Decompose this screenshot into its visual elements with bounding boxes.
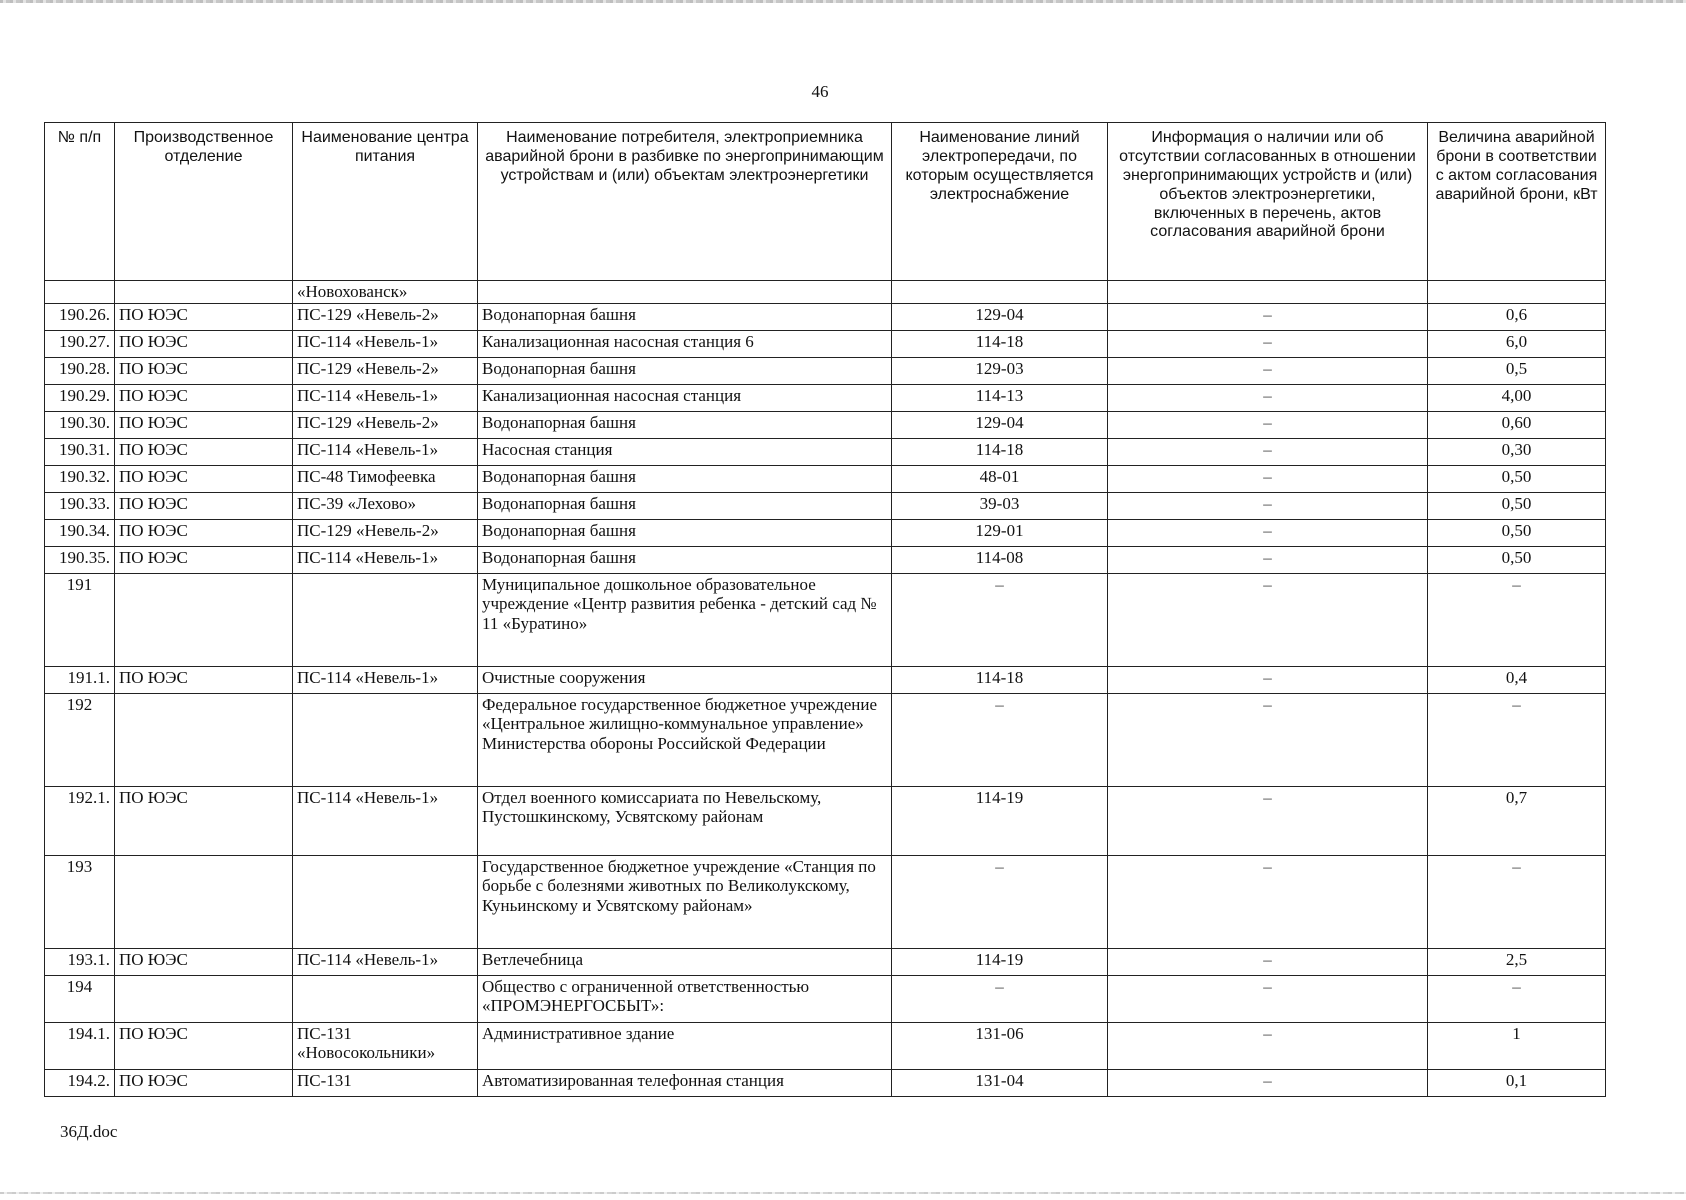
cell-power-line: 114-08	[892, 546, 1108, 573]
cell-consumer: Общество с ограниченной ответственностью «ПРОМЭНЕРГОСБЫТ»:	[478, 975, 892, 1022]
cell-power-line: 114-19	[892, 948, 1108, 975]
cell-consumer: Водонапорная башня	[478, 411, 892, 438]
cell-department: ПО ЮЭС	[115, 303, 293, 330]
table-row	[45, 546, 1606, 573]
cell-consumer: Административное здание	[478, 1022, 892, 1069]
cell-agreement-info: –	[1108, 357, 1428, 384]
cell-department: ПО ЮЭС	[115, 1069, 293, 1096]
cell-agreement-info: –	[1108, 666, 1428, 693]
cell-consumer: Ветлечебница	[478, 948, 892, 975]
cell-reserve-value: –	[1428, 573, 1606, 666]
cell-department: ПО ЮЭС	[115, 519, 293, 546]
cell-department: ПО ЮЭС	[115, 1022, 293, 1069]
cell-department: ПО ЮЭС	[115, 438, 293, 465]
cell-num: 191.1.	[45, 666, 115, 693]
cell-consumer: Водонапорная башня	[478, 546, 892, 573]
table-row	[45, 303, 1606, 330]
cell-power-center: ПС-114 «Невель-1»	[293, 666, 478, 693]
cell-consumer: Федеральное государственное бюджетное учреждение «Центральное жилищно-коммунальное управление» Министерства обороны Российской Федерации	[478, 693, 892, 786]
cell-consumer	[478, 281, 892, 304]
cell-power-line: –	[892, 573, 1108, 666]
cell-agreement-info: –	[1108, 1022, 1428, 1069]
header-agreement-info: Информация о наличии или об отсутствии согласованных в отношении энергопринимающих устройств и (или) объектов электроэнергетики, включенных в перечень, актов согласования аварийной брони	[1108, 123, 1428, 281]
table-row	[45, 1069, 1606, 1096]
cell-power-center	[293, 573, 478, 666]
cell-reserve-value: –	[1428, 693, 1606, 786]
table-row	[45, 975, 1606, 1022]
footer-file-name: 36Д.doc	[60, 1122, 118, 1141]
cell-power-center: ПС-129 «Невель-2»	[293, 303, 478, 330]
cell-num: 193.1.	[45, 948, 115, 975]
cell-power-center: «Новохованск»	[293, 281, 478, 304]
cell-num	[45, 281, 115, 304]
cell-agreement-info: –	[1108, 546, 1428, 573]
cell-power-center: ПС-48 Тимофеевка	[293, 465, 478, 492]
table-row	[45, 948, 1606, 975]
cell-power-center: ПС-129 «Невель-2»	[293, 357, 478, 384]
cell-department	[115, 573, 293, 666]
cell-reserve-value	[1428, 281, 1606, 304]
cell-agreement-info: –	[1108, 975, 1428, 1022]
cell-reserve-value: 0,60	[1428, 411, 1606, 438]
cell-reserve-value: 0,6	[1428, 303, 1606, 330]
cell-power-line: 48-01	[892, 465, 1108, 492]
cell-num: 190.30.	[45, 411, 115, 438]
cell-agreement-info: –	[1108, 303, 1428, 330]
cell-reserve-value: 0,1	[1428, 1069, 1606, 1096]
cell-reserve-value: 0,50	[1428, 519, 1606, 546]
cell-num: 190.27.	[45, 330, 115, 357]
scan-edge-top	[0, 0, 1686, 3]
cell-power-line: 114-18	[892, 438, 1108, 465]
cell-consumer: Государственное бюджетное учреждение «Станция по борьбе с болезнями животных по Великолукскому, Куньинскому и Усвятскому районам»	[478, 855, 892, 948]
cell-agreement-info: –	[1108, 519, 1428, 546]
cell-agreement-info: –	[1108, 492, 1428, 519]
cell-department: ПО ЮЭС	[115, 948, 293, 975]
cell-agreement-info: –	[1108, 384, 1428, 411]
cell-reserve-value: 0,50	[1428, 492, 1606, 519]
cell-power-line: 131-04	[892, 1069, 1108, 1096]
cell-department: ПО ЮЭС	[115, 492, 293, 519]
cell-department: ПО ЮЭС	[115, 330, 293, 357]
table-row	[45, 330, 1606, 357]
cell-consumer: Водонапорная башня	[478, 519, 892, 546]
cell-reserve-value: –	[1428, 855, 1606, 948]
cell-power-line: –	[892, 975, 1108, 1022]
cell-power-line: 129-03	[892, 357, 1108, 384]
cell-num: 190.26.	[45, 303, 115, 330]
table-row	[45, 786, 1606, 855]
cell-reserve-value: 0,50	[1428, 465, 1606, 492]
table-row-continuation	[45, 281, 1606, 304]
table-row	[45, 693, 1606, 786]
cell-num: 190.34.	[45, 519, 115, 546]
cell-power-line: 129-01	[892, 519, 1108, 546]
cell-agreement-info: –	[1108, 438, 1428, 465]
cell-power-center: ПС-39 «Лехово»	[293, 492, 478, 519]
cell-power-line: 129-04	[892, 303, 1108, 330]
header-power-center: Наименование центра питания	[293, 123, 478, 281]
cell-agreement-info: –	[1108, 411, 1428, 438]
cell-consumer: Водонапорная башня	[478, 303, 892, 330]
table-row	[45, 666, 1606, 693]
cell-num: 190.33.	[45, 492, 115, 519]
cell-department	[115, 855, 293, 948]
cell-num: 194	[45, 975, 115, 1022]
cell-power-center	[293, 855, 478, 948]
cell-agreement-info: –	[1108, 465, 1428, 492]
cell-agreement-info: –	[1108, 786, 1428, 855]
header-consumer: Наименование потребителя, электроприемника аварийной брони в разбивке по энергопринимающим устройствам и (или) объектам электроэнергетики	[478, 123, 892, 281]
cell-reserve-value: 2,5	[1428, 948, 1606, 975]
cell-department	[115, 975, 293, 1022]
cell-consumer: Муниципальное дошкольное образовательное учреждение «Центр развития ребенка - детский сад № 11 «Буратино»	[478, 573, 892, 666]
cell-agreement-info: –	[1108, 330, 1428, 357]
cell-power-center: ПС-114 «Невель-1»	[293, 330, 478, 357]
cell-power-center: ПС-114 «Невель-1»	[293, 948, 478, 975]
cell-num: 193	[45, 855, 115, 948]
cell-reserve-value: 0,5	[1428, 357, 1606, 384]
cell-department: ПО ЮЭС	[115, 786, 293, 855]
header-reserve-value: Величина аварийной брони в соответствии с актом согласования аварийной брони, кВт	[1428, 123, 1606, 281]
cell-consumer: Водонапорная башня	[478, 465, 892, 492]
table-row	[45, 519, 1606, 546]
table-row	[45, 573, 1606, 666]
cell-agreement-info: –	[1108, 693, 1428, 786]
table-row	[45, 438, 1606, 465]
cell-consumer: Автоматизированная телефонная станция	[478, 1069, 892, 1096]
cell-power-line: –	[892, 855, 1108, 948]
header-department: Производственное отделение	[115, 123, 293, 281]
cell-num: 192	[45, 693, 115, 786]
cell-power-center: ПС-129 «Невель-2»	[293, 519, 478, 546]
table-row	[45, 492, 1606, 519]
cell-power-line: 131-06	[892, 1022, 1108, 1069]
table-header-row	[45, 123, 1606, 281]
cell-reserve-value: 1	[1428, 1022, 1606, 1069]
header-num: № п/п	[45, 123, 115, 281]
cell-consumer: Насосная станция	[478, 438, 892, 465]
cell-power-center: ПС-129 «Невель-2»	[293, 411, 478, 438]
cell-consumer: Водонапорная башня	[478, 357, 892, 384]
cell-num: 190.32.	[45, 465, 115, 492]
cell-reserve-value: 0,4	[1428, 666, 1606, 693]
cell-power-center	[293, 975, 478, 1022]
cell-agreement-info: –	[1108, 1069, 1428, 1096]
cell-department: ПО ЮЭС	[115, 465, 293, 492]
cell-department	[115, 281, 293, 304]
cell-reserve-value: 0,50	[1428, 546, 1606, 573]
cell-consumer: Водонапорная башня	[478, 492, 892, 519]
cell-power-center: ПС-114 «Невель-1»	[293, 786, 478, 855]
cell-power-line: –	[892, 693, 1108, 786]
cell-num: 190.31.	[45, 438, 115, 465]
cell-power-center: ПС-114 «Невель-1»	[293, 546, 478, 573]
scan-edge-bottom	[0, 1192, 1686, 1194]
cell-power-center: ПС-131 «Новосокольники»	[293, 1022, 478, 1069]
cell-num: 191	[45, 573, 115, 666]
cell-reserve-value: –	[1428, 975, 1606, 1022]
cell-num: 190.35.	[45, 546, 115, 573]
cell-department	[115, 693, 293, 786]
page-number: 46	[811, 82, 829, 101]
cell-reserve-value: 0,7	[1428, 786, 1606, 855]
cell-department: ПО ЮЭС	[115, 357, 293, 384]
cell-agreement-info: –	[1108, 948, 1428, 975]
cell-power-center	[293, 693, 478, 786]
cell-power-line: 114-13	[892, 384, 1108, 411]
cell-department: ПО ЮЭС	[115, 384, 293, 411]
table-row	[45, 465, 1606, 492]
cell-department: ПО ЮЭС	[115, 546, 293, 573]
cell-power-line: 114-18	[892, 666, 1108, 693]
cell-num: 190.29.	[45, 384, 115, 411]
cell-reserve-value: 0,30	[1428, 438, 1606, 465]
cell-power-center: ПС-114 «Невель-1»	[293, 384, 478, 411]
cell-num: 194.2.	[45, 1069, 115, 1096]
cell-num: 190.28.	[45, 357, 115, 384]
table-row	[45, 1022, 1606, 1069]
cell-department: ПО ЮЭС	[115, 411, 293, 438]
table-row	[45, 357, 1606, 384]
cell-power-line: 39-03	[892, 492, 1108, 519]
header-power-line: Наименование линий электропередачи, по которым осуществляется электроснабжение	[892, 123, 1108, 281]
cell-power-center: ПС-131	[293, 1069, 478, 1096]
cell-num: 192.1.	[45, 786, 115, 855]
cell-reserve-value: 4,00	[1428, 384, 1606, 411]
cell-power-center: ПС-114 «Невель-1»	[293, 438, 478, 465]
table-row	[45, 384, 1606, 411]
cell-agreement-info: –	[1108, 855, 1428, 948]
cell-consumer: Очистные сооружения	[478, 666, 892, 693]
table-row	[45, 855, 1606, 948]
table-row	[45, 411, 1606, 438]
cell-power-line: 129-04	[892, 411, 1108, 438]
cell-agreement-info: –	[1108, 573, 1428, 666]
cell-power-line: 114-19	[892, 786, 1108, 855]
cell-power-line: 114-18	[892, 330, 1108, 357]
cell-consumer: Канализационная насосная станция	[478, 384, 892, 411]
cell-num: 194.1.	[45, 1022, 115, 1069]
cell-department: ПО ЮЭС	[115, 666, 293, 693]
cell-consumer: Канализационная насосная станция 6	[478, 330, 892, 357]
cell-consumer: Отдел военного комиссариата по Невельскому, Пустошкинскому, Усвятскому районам	[478, 786, 892, 855]
emergency-reserve-table	[44, 122, 1606, 1097]
cell-reserve-value: 6,0	[1428, 330, 1606, 357]
cell-power-line	[892, 281, 1108, 304]
cell-agreement-info	[1108, 281, 1428, 304]
